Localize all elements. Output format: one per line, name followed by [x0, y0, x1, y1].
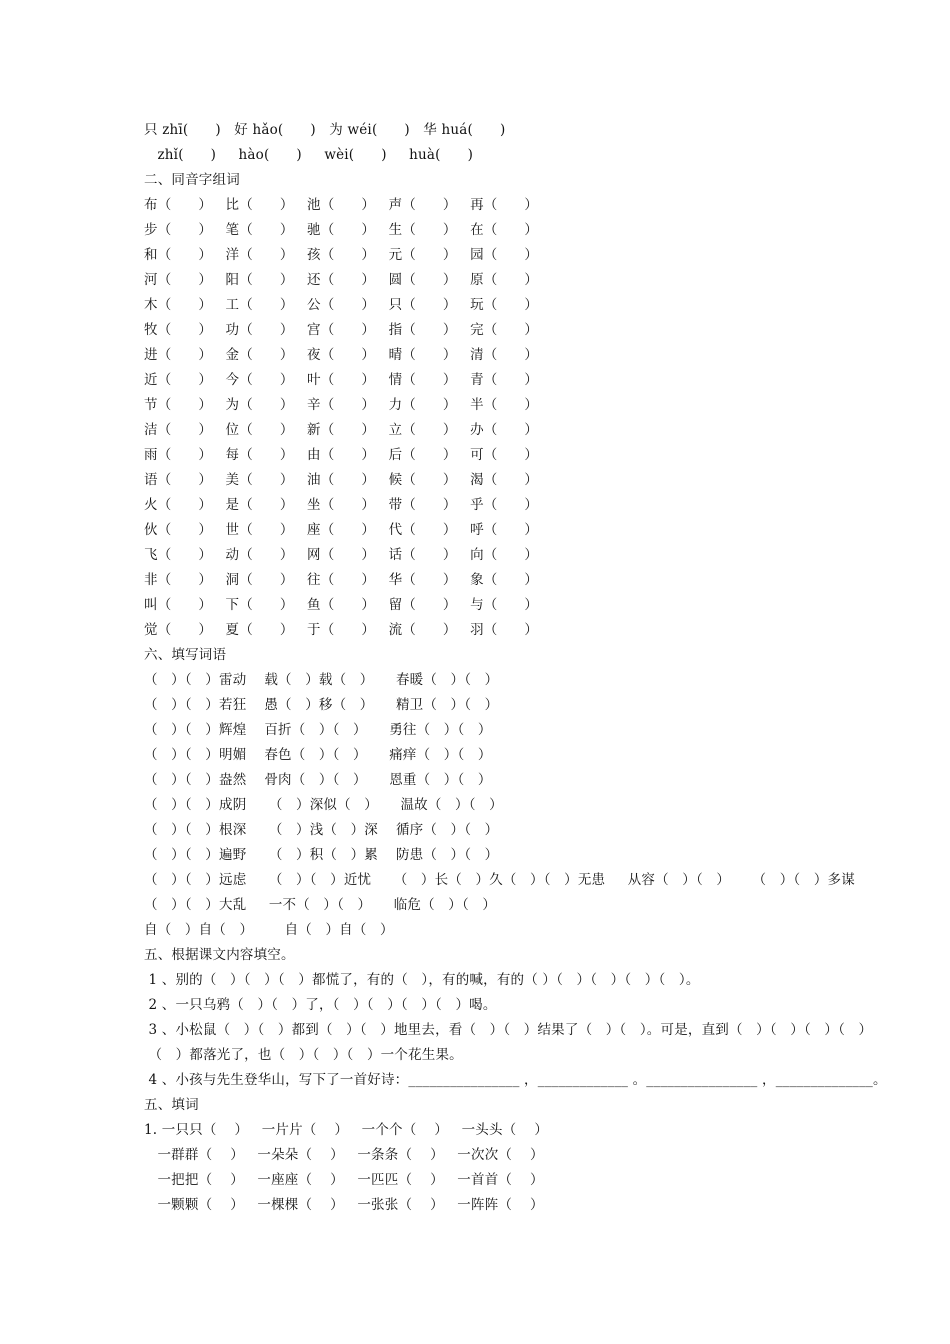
homophone-row: 近（ ） 今（ ） 叶（ ） 情（ ） 青（ ） — [144, 372, 539, 388]
section-heading-fill-words: 六、填写词语 — [144, 647, 227, 663]
idiom-row: （ ）（ ）根深 （ ）浅（ ）深 循序（ ）（ ） — [144, 822, 499, 838]
measure-word-row: 1. 一只只（ ） 一片片（ ） 一个个（ ） 一头头（ ） — [144, 1122, 549, 1138]
measure-word-row: 一把把（ ） 一座座（ ） 一匹匹（ ） 一首首（ ） — [144, 1172, 544, 1188]
homophone-row: 洁（ ） 位（ ） 新（ ） 立（ ） 办（ ） — [144, 422, 539, 438]
idiom-row: 自（ ）自（ ） 自（ ）自（ ） — [144, 922, 394, 938]
homophone-row: 雨（ ） 每（ ） 由（ ） 后（ ） 可（ ） — [144, 447, 539, 463]
idiom-row: （ ）（ ）辉煌 百折（ ）（ ） 勇往（ ）（ ） — [144, 722, 492, 738]
idiom-row: （ ）（ ）成阴 （ ）深似（ ） 温故（ ）（ ） — [144, 797, 503, 813]
text-fill-row: 4 、小孩与先生登华山，写下了一首好诗：________________ ，_____________ 。________________ ，______________。 — [144, 1072, 887, 1088]
homophone-row: 飞（ ） 动（ ） 网（ ） 话（ ） 向（ ） — [144, 547, 539, 563]
idiom-row: （ ）（ ）远虑 （ ）（ ）近忧 （ ）长（ ）久（ ）（ ）无患 从容（ ）（ ） （ ）（ ）多谋 — [144, 872, 855, 888]
homophone-row: 节（ ） 为（ ） 辛（ ） 力（ ） 半（ ） — [144, 397, 539, 413]
text-fill-row: 1 、别的（ ）（ ）（ ）都慌了，有的（ ），有的喊，有的（ ）（ ）（ ）（ ）（ ）。 — [144, 972, 700, 988]
homophone-row: 进（ ） 金（ ） 夜（ ） 晴（ ） 清（ ） — [144, 347, 539, 363]
homophone-row: 非（ ） 洞（ ） 往（ ） 华（ ） 象（ ） — [144, 572, 539, 588]
pinyin-row-2: zhǐ( ) hào( ) wèi( ) huà( ) — [144, 147, 474, 163]
section-heading-measure-words: 五、填词 — [144, 1097, 199, 1113]
homophone-row: 叫（ ） 下（ ） 鱼（ ） 留（ ） 与（ ） — [144, 597, 539, 613]
homophone-row: 伙（ ） 世（ ） 座（ ） 代（ ） 呼（ ） — [144, 522, 539, 538]
homophone-row: 木（ ） 工（ ） 公（ ） 只（ ） 玩（ ） — [144, 297, 539, 313]
homophone-row: 牧（ ） 功（ ） 宫（ ） 指（ ） 完（ ） — [144, 322, 539, 338]
text-fill-row: （ ）都落光了，也（ ）（ ）（ ）一个花生果。 — [144, 1047, 463, 1063]
section-heading-text-fill: 五、根据课文内容填空。 — [144, 947, 295, 963]
idiom-row: （ ）（ ）盎然 骨肉（ ）（ ） 恩重（ ）（ ） — [144, 772, 492, 788]
text-fill-row: 3 、小松鼠（ ）（ ）都到（ ）（ ）地里去，看（ ）（ ）结果了（ ）（ ）。可是，直到（ ）（ ）（ ）（ ） — [144, 1022, 873, 1038]
measure-word-row: 一群群（ ） 一朵朵（ ） 一条条（ ） 一次次（ ） — [144, 1147, 544, 1163]
idiom-row: （ ）（ ）遍野 （ ）积（ ）累 防患（ ）（ ） — [144, 847, 499, 863]
homophone-row: 觉（ ） 夏（ ） 于（ ） 流（ ） 羽（ ） — [144, 622, 539, 638]
measure-word-row: 一颗颗（ ） 一棵棵（ ） 一张张（ ） 一阵阵（ ） — [144, 1197, 544, 1213]
idiom-row: （ ）（ ）若狂 愚（ ）移（ ） 精卫（ ）（ ） — [144, 697, 499, 713]
homophone-row: 和（ ） 洋（ ） 孩（ ） 元（ ） 园（ ） — [144, 247, 539, 263]
homophone-row: 语（ ） 美（ ） 油（ ） 候（ ） 渴（ ） — [144, 472, 539, 488]
idiom-row: （ ）（ ）明媚 春色（ ）（ ） 痛痒（ ）（ ） — [144, 747, 492, 763]
section-heading-homophone: 二、同音字组词 — [144, 172, 240, 188]
homophone-row: 火（ ） 是（ ） 坐（ ） 带（ ） 乎（ ） — [144, 497, 539, 513]
idiom-row: （ ）（ ）大乱 一不（ ）（ ） 临危（ ）（ ） — [144, 897, 497, 913]
text-fill-row: 2 、一只乌鸦（ ）（ ）了，（ ）（ ）（ ）（ ）喝。 — [144, 997, 497, 1013]
homophone-row: 步（ ） 笔（ ） 驰（ ） 生（ ） 在（ ） — [144, 222, 539, 238]
homophone-row: 布（ ） 比（ ） 池（ ） 声（ ） 再（ ） — [144, 197, 539, 213]
pinyin-row-1: 只 zhī( ) 好 hǎo( ) 为 wéi( ) 华 huá( ) — [144, 122, 506, 138]
homophone-row: 河（ ） 阳（ ） 还（ ） 圆（ ） 原（ ） — [144, 272, 539, 288]
idiom-row: （ ）（ ）雷动 载（ ）载（ ） 春暖（ ）（ ） — [144, 672, 499, 688]
